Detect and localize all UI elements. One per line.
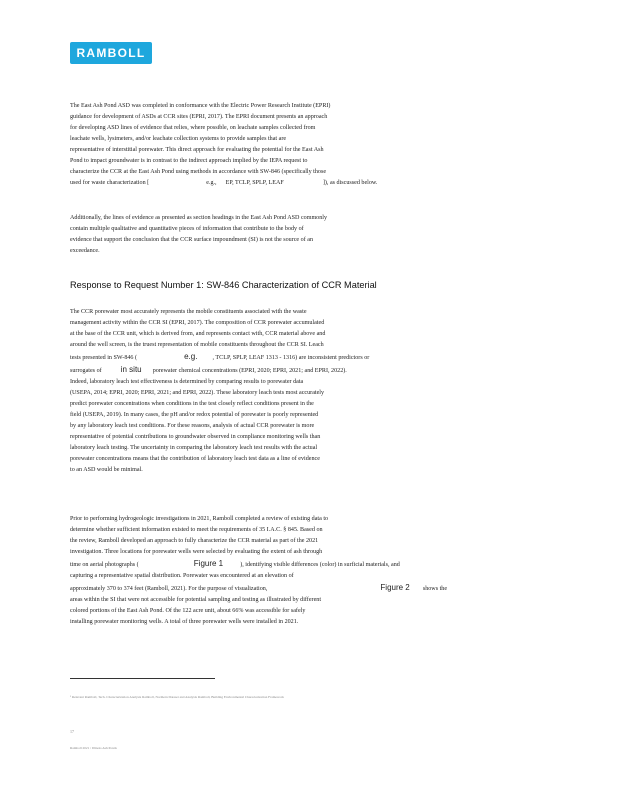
text-line: investigation. Three locations for porewater wells were selected by evaluating the extent of ash through <box>70 549 323 555</box>
text-line: installing porewater monitoring wells. A total of three porewater wells were installed in 2021. <box>70 619 299 625</box>
text-line: the review, Ramboll developed an approach to fully characterize the CCR material as part of the 2021 <box>70 538 319 544</box>
lines-of-evidence-paragraph <box>70 213 510 257</box>
porewater-paragraph <box>70 307 510 476</box>
text-line: guidance for development of ASDs at CCR sites (EPRI, 2017). The EPRI document presents an approach <box>70 114 328 120</box>
text-fragment: approximately 370 to 374 feet (Ramboll, 2021). For the purpose of visualization, <box>70 586 268 592</box>
text-fragment: shows the <box>422 586 448 592</box>
text-line: Indeed, laboratory leach test effectiveness is determined by comparing results to porewater data <box>70 379 304 385</box>
hydrogeologic-paragraph <box>70 514 510 628</box>
text-fragment: surrogates of <box>70 368 102 374</box>
text-line: to an ASD would be minimal. <box>70 467 143 473</box>
text-line: at the base of the CCR unit, which is derived from, and represents contact with, CCR material above and <box>70 331 326 337</box>
document-id: Ramboll 2021 / Illinois Ash Ponds <box>70 746 117 750</box>
text-line: The East Ash Pond ASD was completed in conformance with the Electric Power Research Institute (EPRI) <box>70 103 331 109</box>
text-line: by any laboratory leach test conditions. For these reasons, analysis of actual CCR porewater is more <box>70 423 315 429</box>
footnote-divider <box>70 678 215 679</box>
text-fragment: time on aerial photographs ( <box>70 562 139 568</box>
section-heading: Response to Request Number 1: SW-846 Characterization of CCR Material <box>70 280 377 290</box>
text-line: evidence that support the conclusion that the CCR surface impoundment (SI) is not the source of an <box>70 237 314 243</box>
text-fragment: tests presented in SW-846 ( <box>70 355 138 361</box>
text-fragment: , TCLP, SPLP, LEAF 1313 - 1316) are inconsistent predictors or <box>212 355 370 361</box>
text-line <box>70 351 510 364</box>
text-line: laboratory leach testing. The uncertainty in comparing the laboratory leach test results with the actual <box>70 445 318 451</box>
text-line: colored portions of the East Ash Pond. Of the 122 acre unit, about 66% was accessible for safely <box>70 608 306 614</box>
text-line: management activity within the CCR SI (EPRI, 2017). The composition of CCR porewater accumulated <box>70 320 325 326</box>
text-line: Pond to impact groundwater is in contrast to the indirect approach implied by the IEPA request to <box>70 158 308 164</box>
text-line <box>70 178 510 189</box>
text-line: representative of potential contributions to groundwater observed in compliance monitoring wells than <box>70 434 321 440</box>
figure-2-link[interactable]: Figure 2 <box>380 583 410 592</box>
text-fragment: ]), as discussed below. <box>322 180 378 186</box>
text-line: capturing a representative spatial distribution. Porewater was encountered at an elevation of <box>70 573 294 579</box>
text-line <box>70 364 510 377</box>
text-line: determine whether sufficient information existed to meet the requirements of 35 I.A.C. § 845. Based on <box>70 527 323 533</box>
text-line: field (USEPA, 2019). In many cases, the pH and/or redox potential of porewater is poorly represented <box>70 412 319 418</box>
text-line: Prior to performing hydrogeologic investigations in 2021, Ramboll completed a review of existing data to <box>70 516 329 522</box>
in-situ-fragment: in situ <box>120 365 142 374</box>
eg-fragment: e.g., <box>206 180 217 186</box>
text-line: (USEPA, 2014; EPRI, 2020; EPRI, 2021; and EPRI, 2022). These laboratory leach tests most accurately <box>70 390 325 396</box>
text-line <box>70 582 510 595</box>
text-line: areas within the SI that were not accessible for potential sampling and testing as illustrated by different <box>70 597 322 603</box>
eg-fragment: e.g. <box>184 352 198 361</box>
text-line: for developing ASD lines of evidence that relies, where possible, on leachate samples collected from <box>70 125 316 131</box>
text-line: contain multiple qualitative and quantitative pieces of information that contribute to the body of <box>70 226 304 232</box>
text-line <box>70 558 510 571</box>
text-line: representative of interstitial porewater. This direct approach for evaluating the potential for the East Ash <box>70 147 324 153</box>
text-fragment: ), identifying visible differences (color) in surficial materials, and <box>240 562 400 568</box>
intro-paragraph <box>70 101 510 189</box>
footnote: ¹ Relevant Ramboll, Tech. Characterization Analysis Ramboll, Northern Dataset and Analysis Ramboll, Building Environmental Characterization Framework <box>70 695 284 699</box>
text-line: exceedance. <box>70 248 100 254</box>
text-line: porewater concentrations means that the contribution of laboratory leach test data as a line of evidence <box>70 456 320 462</box>
page-number: 17 <box>70 729 74 734</box>
ramboll-logo: RAMBOLL <box>70 42 152 64</box>
figure-1-link[interactable]: Figure 1 <box>193 559 224 568</box>
text-line: characterize the CCR at the East Ash Pond using methods in accordance with SW-846 (specifically those <box>70 169 327 175</box>
text-fragment: porewater chemical concentrations (EPRI, 2020; EPRI, 2021; and EPRI, 2022). <box>152 368 347 374</box>
text-fragment: used for waste characterization [ <box>70 180 150 186</box>
text-line: around the well screen, is the truest representation of mobile constituents throughout the CCR SI. Leach <box>70 342 324 348</box>
text-line: Additionally, the lines of evidence as presented as section headings in the East Ash Pond ASD commonly <box>70 215 328 221</box>
text-line: predict porewater concentrations when conditions in the test closely reflect conditions present in the <box>70 401 314 407</box>
text-line: leachate wells, lysimeters, and/or leachate collection systems to provide samples that are <box>70 136 287 142</box>
text-line: The CCR porewater most accurately represents the mobile constituents associated with the waste <box>70 309 307 315</box>
methods-fragment: EP, TCLP, SPLP, LEAF <box>225 180 284 186</box>
